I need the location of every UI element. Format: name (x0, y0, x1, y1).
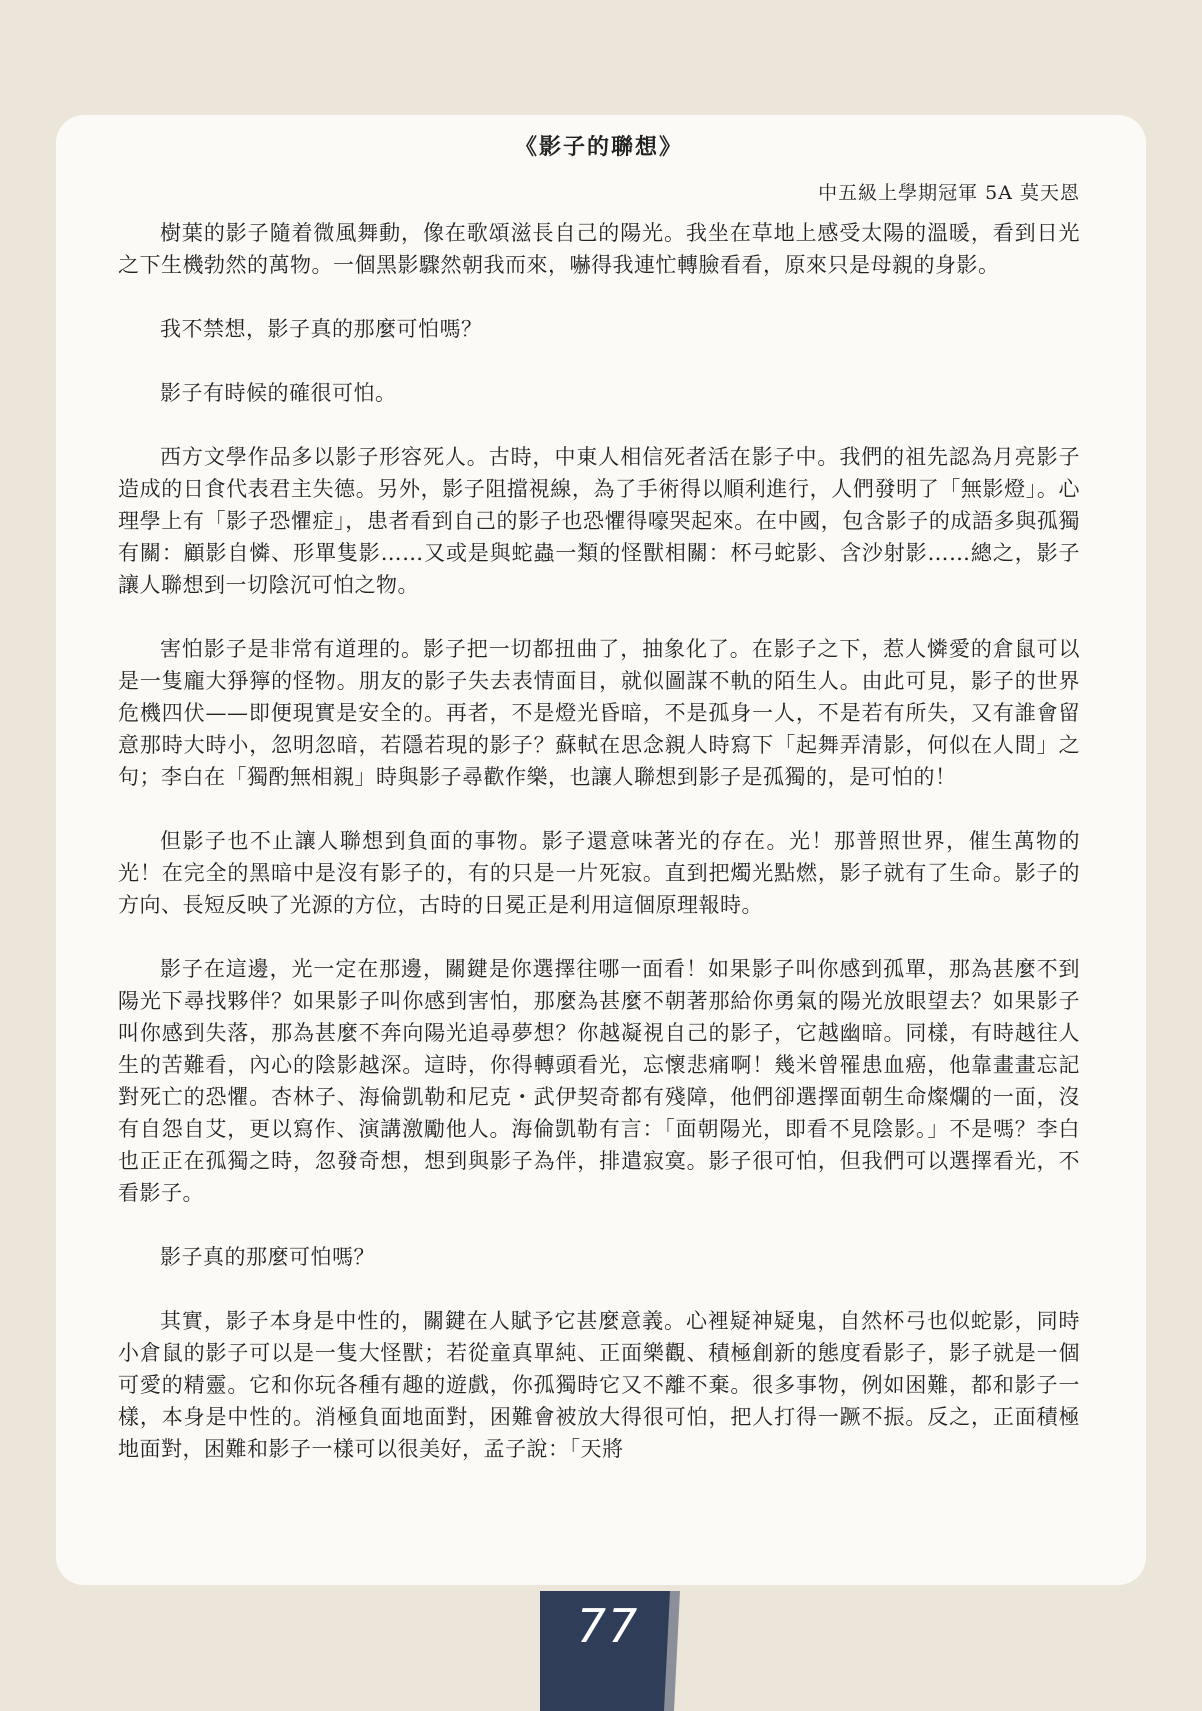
article-author: 中五級上學期冠軍 5A 莫天恩 (818, 182, 1080, 204)
paragraph: 樹葉的影子隨着微風舞動，像在歌頌滋長自己的陽光。我坐在草地上感受太陽的溫暖，看到日光之下生機勃然的萬物。一個黑影驟然朝我而來，嚇得我連忙轉臉看看，原來只是母親的身影。 (118, 221, 1080, 277)
page-number-tab (540, 1591, 690, 1711)
paragraph: 影子在這邊，光一定在那邊，關鍵是你選擇往哪一面看！如果影子叫你感到孤單，那為甚麼不到陽光下尋找夥伴？如果影子叫你感到害怕，那麼為甚麼不朝著那給你勇氣的陽光放眼望去？如果影子叫你感到失落，那為甚麼不奔向陽光追尋夢想？你越凝視自己的影子，它越幽暗。同樣，有時越往人生的苦難看，內心的陰影越深。這時，你得轉頭看光，忘懷悲痛啊！幾米曾罹患血癌，他靠畫畫忘記對死亡的恐懼。杏林子、海倫凱勒和尼克・武伊契奇都有殘障，他們卻選擇面朝生命燦爛的一面，沒有自怨自艾，更以寫作、演講激勵他人。海倫凱勒有言：「面朝陽光，即看不見陰影。」不是嗎？李白也正正在孤獨之時，忽發奇想，想到與影子為伴，排遣寂寞。影子很可怕，但我們可以選擇看光，不看影子。 (118, 957, 1080, 1205)
paragraph: 其實，影子本身是中性的，關鍵在人賦予它甚麼意義。心裡疑神疑鬼，自然杯弓也似蛇影，同時小倉鼠的影子可以是一隻大怪獸；若從童真單純、正面樂觀、積極創新的態度看影子，影子就是一個可愛的精靈。它和你玩各種有趣的遊戲，你孤獨時它又不離不棄。很多事物，例如困難，都和影子一樣，本身是中性的。消極負面地面對，困難會被放大得很可怕，把人打得一蹶不振。反之，正面積極地面對，困難和影子一樣可以很美好，孟子說：「天將 (118, 1309, 1080, 1461)
page-number: 77 (576, 1599, 640, 1653)
paragraph: 害怕影子是非常有道理的。影子把一切都扭曲了，抽象化了。在影子之下，惹人憐愛的倉鼠可以是一隻龐大猙獰的怪物。朋友的影子失去表情面目，就似圖謀不軌的陌生人。由此可見，影子的世界危機四伏——即便現實是安全的。再者，不是燈光昏暗，不是孤身一人，不是若有所失，又有誰會留意那時大時小，忽明忽暗，若隱若現的影子？蘇軾在思念親人時寫下「起舞弄清影，何似在人間」之句；李白在「獨酌無相親」時與影子尋歡作樂，也讓人聯想到影子是孤獨的，是可怕的！ (118, 637, 1080, 789)
paragraph: 西方文學作品多以影子形容死人。古時，中東人相信死者活在影子中。我們的祖先認為月亮影子造成的日食代表君主失德。另外，影子阻擋視線，為了手術得以順利進行，人們發明了「無影燈」。心理學上有「影子恐懼症」，患者看到自己的影子也恐懼得嚎哭起來。在中國，包含影子的成語多與孤獨有關：顧影自憐、形單隻影……又或是與蛇蟲一類的怪獸相關：杯弓蛇影、含沙射影……總之，影子讓人聯想到一切陰沉可怕之物。 (118, 445, 1080, 597)
article-title: 《影子的聯想》 (514, 134, 683, 160)
article-card (56, 115, 1146, 1585)
paragraph: 影子有時候的確很可怕。 (160, 381, 397, 405)
paragraph: 我不禁想，影子真的那麼可怕嗎？ (160, 317, 483, 341)
article-body (118, 217, 1080, 1465)
paragraph: 影子真的那麼可怕嗎？ (160, 1245, 375, 1269)
paragraph: 但影子也不止讓人聯想到負面的事物。影子還意味著光的存在。光！那普照世界，催生萬物的光！在完全的黑暗中是沒有影子的，有的只是一片死寂。直到把燭光點燃，影子就有了生命。影子的方向、長短反映了光源的方位，古時的日冕正是利用這個原理報時。 (118, 829, 1080, 917)
